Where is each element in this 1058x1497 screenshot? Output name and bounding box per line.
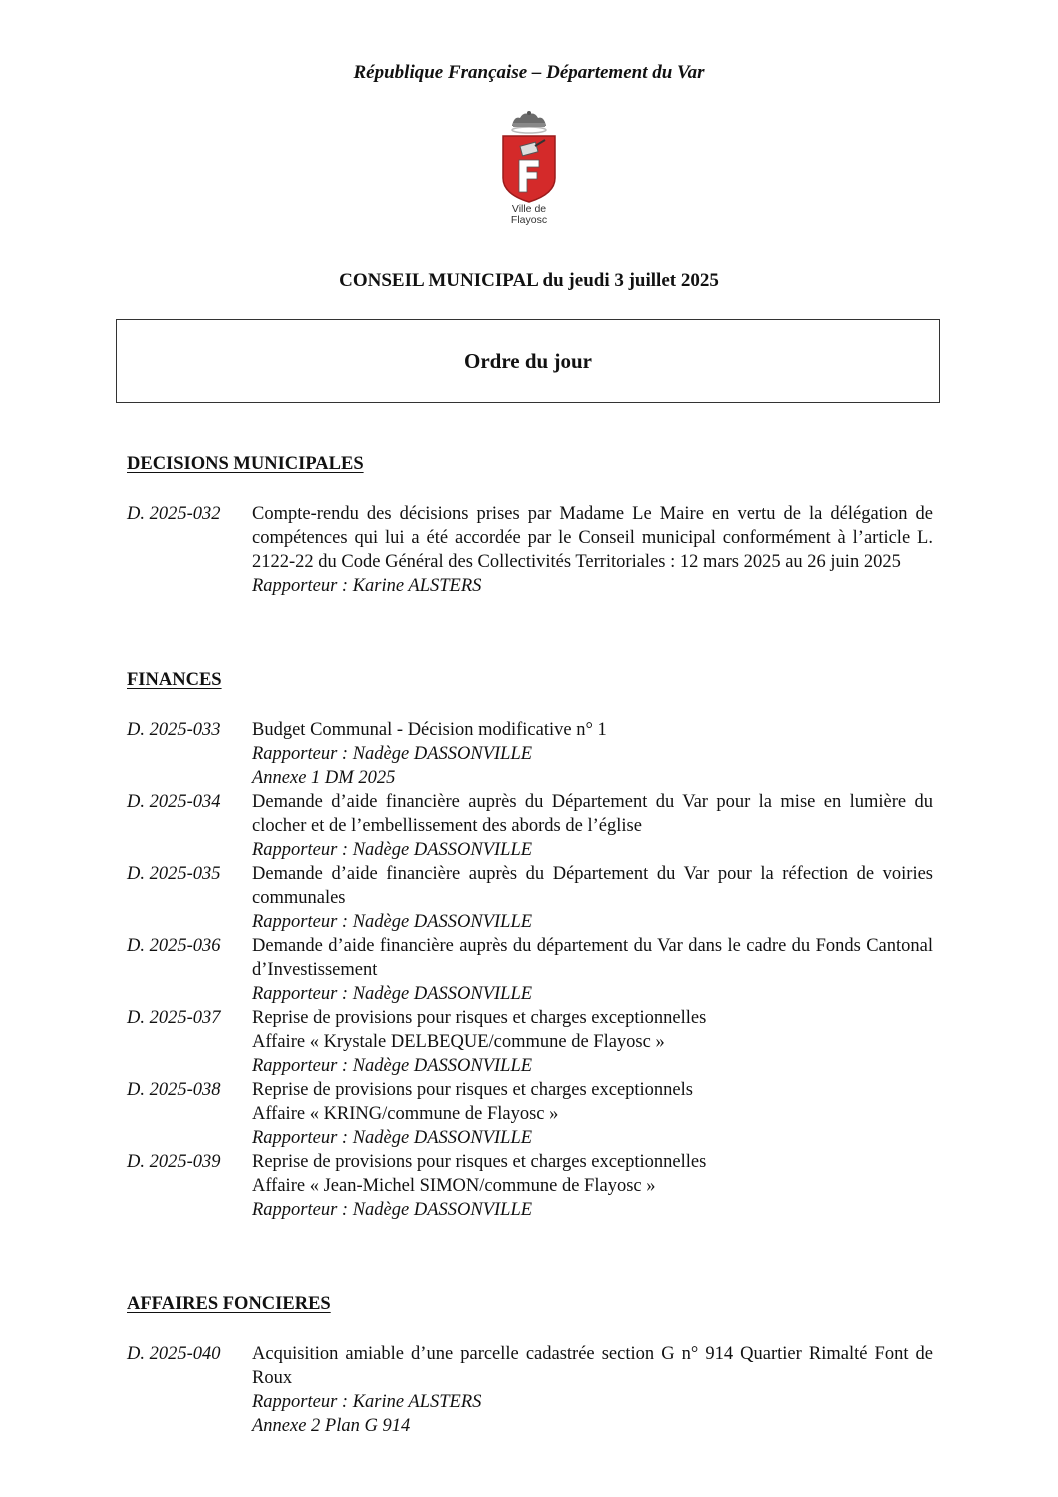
item-number: D. 2025-033 [127, 720, 221, 740]
item-rapporteur: Rapporteur : Nadège DASSONVILLE [252, 1056, 533, 1076]
section-title-decisions-municipales: DECISIONS MUNICIPALES [127, 454, 364, 474]
item-number: D. 2025-032 [127, 504, 221, 524]
item-annexe: Annexe 2 Plan G 914 [252, 1416, 411, 1436]
item-number: D. 2025-038 [127, 1080, 221, 1100]
agenda-item [127, 1078, 933, 1150]
item-case: Affaire « Krystale DELBEQUE/commune de Flayosc » [252, 1032, 665, 1052]
item-rapporteur: Rapporteur : Nadège DASSONVILLE [252, 744, 533, 764]
header-republic-line: République Française – Département du Var [353, 62, 705, 83]
agenda-item [127, 862, 933, 934]
town-name [496, 204, 562, 226]
town-name-line1: Ville de [511, 203, 547, 215]
agenda-item [127, 790, 933, 862]
item-number: D. 2025-035 [127, 864, 221, 884]
agenda-item [127, 502, 933, 598]
item-rapporteur: Rapporteur : Karine ALSTERS [252, 1392, 482, 1412]
item-rapporteur: Rapporteur : Nadège DASSONVILLE [252, 912, 533, 932]
item-rapporteur: Rapporteur : Nadège DASSONVILLE [252, 1128, 533, 1148]
item-annexe: Annexe 1 DM 2025 [252, 768, 396, 788]
crown-icon [508, 110, 550, 134]
town-name-line2: Flayosc [510, 214, 548, 226]
agenda-title-box [116, 319, 940, 403]
item-case: Affaire « KRING/commune de Flayosc » [252, 1104, 559, 1124]
agenda-item [127, 718, 933, 790]
item-description: Demande d’aide financière auprès du département du Var dans le cadre du Fonds Cantonal d’Investissement [252, 936, 933, 980]
item-description: Budget Communal - Décision modificative n° 1 [252, 720, 607, 740]
item-rapporteur: Rapporteur : Karine ALSTERS [252, 576, 482, 596]
item-number: D. 2025-039 [127, 1152, 221, 1172]
agenda-item [127, 1150, 933, 1222]
section-title-affaires-foncieres: AFFAIRES FONCIERES [127, 1294, 331, 1314]
agenda-title: Ordre du jour [464, 348, 592, 373]
town-coat-of-arms-logo [496, 110, 562, 230]
agenda-item [127, 934, 933, 1006]
item-description: Demande d’aide financière auprès du Département du Var pour la mise en lumière du clocher et de l’embellissement des abords de l’église [252, 792, 933, 836]
item-description: Compte-rendu des décisions prises par Madame Le Maire en vertu de la délégation de compétences qui lui a été accordée par le Conseil municipal conformément à l’article L. 2122-22 du Code Général des Collectivités Territoriales : 12 mars 2025 au 26 juin 2025 [252, 504, 933, 572]
item-description: Demande d’aide financière auprès du Département du Var pour la réfection de voiries communales [252, 864, 933, 908]
item-rapporteur: Rapporteur : Nadège DASSONVILLE [252, 840, 533, 860]
section-title-finances: FINANCES [127, 670, 222, 690]
item-number: D. 2025-040 [127, 1344, 221, 1364]
item-description: Reprise de provisions pour risques et charges exceptionnels [252, 1080, 693, 1100]
item-description: Reprise de provisions pour risques et charges exceptionnelles [252, 1008, 707, 1028]
agenda-item [127, 1006, 933, 1078]
shield-icon [501, 134, 557, 204]
item-number: D. 2025-037 [127, 1008, 221, 1028]
council-title: CONSEIL MUNICIPAL du jeudi 3 juillet 2025 [339, 270, 719, 291]
item-description: Reprise de provisions pour risques et charges exceptionnelles [252, 1152, 707, 1172]
item-rapporteur: Rapporteur : Nadège DASSONVILLE [252, 984, 533, 1004]
item-number: D. 2025-034 [127, 792, 221, 812]
item-number: D. 2025-036 [127, 936, 221, 956]
item-case: Affaire « Jean-Michel SIMON/commune de Flayosc » [252, 1176, 656, 1196]
item-description: Acquisition amiable d’une parcelle cadastrée section G n° 914 Quartier Rimalté Font de Roux [252, 1344, 933, 1388]
agenda-item [127, 1342, 933, 1438]
item-rapporteur: Rapporteur : Nadège DASSONVILLE [252, 1200, 533, 1220]
